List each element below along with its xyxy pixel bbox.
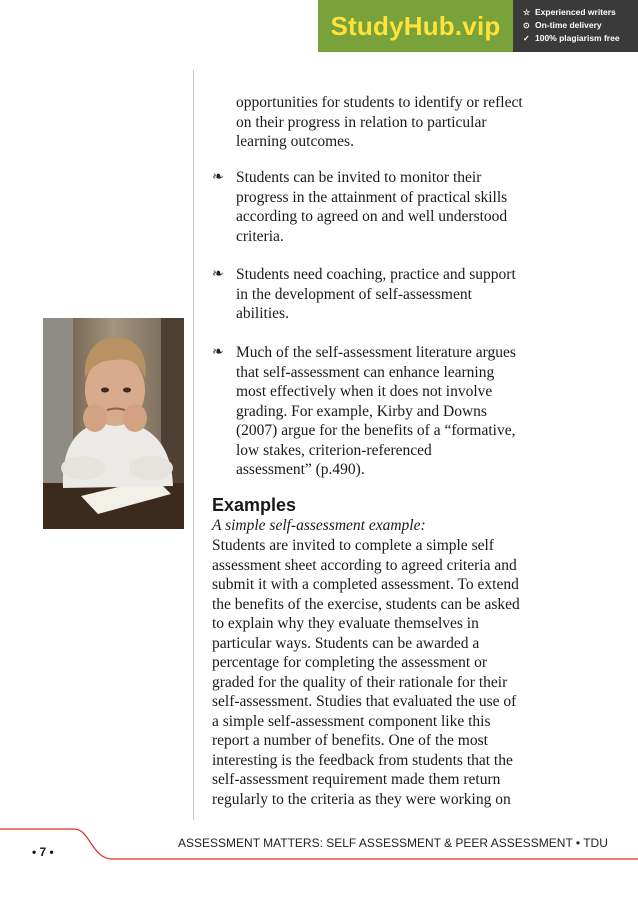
example-paragraph: Students are invited to complete a simple self assessment sheet according to agreed criteria and submit it with a completed assessment. To extend the benefits of the exercise, students can be asked to explain why they evaluate themselves in particular ways. Students can be awarded a percentage for completing the assessment or graded for the quality of their rationale for their self-assessment. Studies that evaluated the use of a simple self-assessment component like this report a number of benefits. One of the most interesting is the feedback from students that the self-assessment requirement made them return regularly to the criteria as they were working on <box>212 537 520 808</box>
star-icon: ☆ <box>523 8 531 17</box>
banner-features <box>513 0 638 52</box>
feature-experienced-writers: ☆ Experienced writers <box>523 7 616 17</box>
bullet-item: Much of the self-assessment literature argues that self-assessment can enhance learning most effectively when it does not involve grading. For example, Kirby and Downs (2007) argue for the benefits of a “formative, low stakes, criterion-referenced assessment” (p.490). <box>236 344 516 478</box>
boy-photo <box>43 318 184 529</box>
feature-plagiarism-free: ✓ 100% plagiarism free <box>523 33 620 43</box>
section-heading: Examples <box>212 495 297 515</box>
clock-icon: ⊙ <box>523 21 530 30</box>
continued-paragraph: opportunities for students to identify or reflect on their progress in relation to particular learning outcomes. <box>236 94 523 150</box>
check-icon: ✓ <box>523 34 530 43</box>
studyhub-banner[interactable] <box>318 0 638 52</box>
leaf-bullet-icon: ❧ <box>212 267 224 282</box>
section-subheading: A simple self-assessment example: <box>212 517 426 534</box>
leaf-bullet-icon: ❧ <box>212 345 224 360</box>
feature-on-time-delivery: ⊙ On-time delivery <box>523 20 602 30</box>
column-divider <box>193 70 194 820</box>
footer-title: ASSESSMENT MATTERS: SELF ASSESSMENT & PEER ASSESSMENT • TDU <box>178 836 608 850</box>
bullet-item: Students can be invited to monitor their progress in the attainment of practical skills according to agreed on and well understood criteria. <box>236 169 508 245</box>
page-number: • 7 • <box>32 845 54 859</box>
studyhub-logo[interactable]: StudyHub.vip <box>318 0 513 52</box>
leaf-bullet-icon: ❧ <box>212 170 224 185</box>
bullet-item: Students need coaching, practice and support in the development of self-assessment abilities. <box>236 266 516 322</box>
